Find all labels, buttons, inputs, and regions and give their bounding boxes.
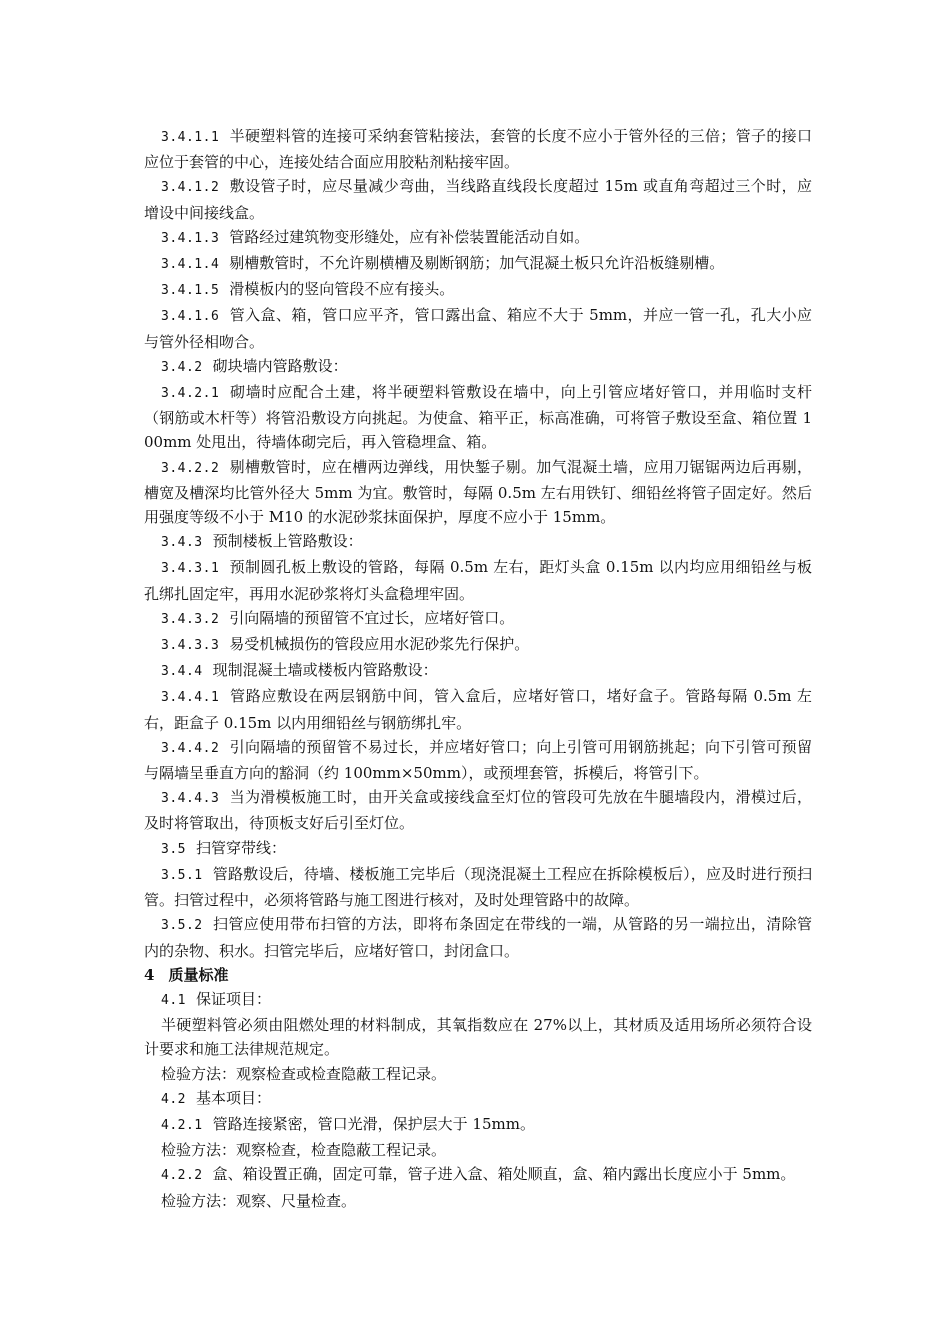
paragraph-text: 当为滑模板施工时，由开关盒或接线盒至灯位的管段可先放在牛腿墙段内，滑模过后，及时将管取出，待顶板支好后引至灯位。 bbox=[144, 788, 812, 833]
document-paragraph bbox=[144, 987, 812, 1013]
paragraph-text: 管路敷设后，待墙、楼板施工完毕后（现浇混凝土工程应在拆除模板后），应及时进行预扫管。扫管过程中，必须将管路与施工图进行核对，及时处理管路中的故障。 bbox=[144, 864, 812, 910]
document-paragraph bbox=[144, 1162, 812, 1188]
clause-number: 3.4.3.2 bbox=[161, 611, 220, 627]
paragraph-text: 管路经过建筑物变形缝处，应有补偿装置能活动自如。 bbox=[229, 227, 590, 246]
paragraph-text: 半硬塑料管的连接可采纳套管粘接法，套管的长度不应小于管外径的三倍；管子的接口应位于套管的中心，连接处结合面应用胶粘剂粘接牢固。 bbox=[144, 127, 812, 172]
paragraph-text: 现制混凝土墙或楼板内管路敷设： bbox=[212, 661, 438, 680]
paragraph-text: 半硬塑料管必须由阻燃处理的材料制成，其氧指数应在 27%以上，其材质及适用场所必须符合设计要求和施工法律规范规定。 bbox=[144, 1016, 812, 1059]
document-paragraph bbox=[144, 606, 812, 632]
clause-number: 3.4.2 bbox=[161, 359, 203, 375]
paragraph-text: 检验方法：观察检查或检查隐蔽工程记录。 bbox=[161, 1064, 447, 1083]
paragraph-text: 管路连接紧密，管口光滑，保护层大于 15mm。 bbox=[212, 1114, 535, 1133]
document-paragraph bbox=[144, 632, 812, 658]
document-paragraph bbox=[144, 354, 812, 380]
clause-number: 3.5.1 bbox=[161, 867, 203, 883]
paragraph-text: 检验方法：观察检查，检查隐蔽工程记录。 bbox=[161, 1141, 447, 1160]
paragraph-text: 剔槽敷管时，应在槽两边弹线，用快錾子剔。加气混凝土墙，应用刀锯锯两边后再剔，槽宽及槽深均比管外径大 5mm 为宜。敷管时，每隔 0.5m 左右用铁钉、细铅丝将管子固定好。然后用强度等级不小于 M10 的水泥砂浆抹面保护，厚度不应小于 15mm。 bbox=[144, 457, 812, 527]
document-paragraph bbox=[144, 785, 812, 835]
paragraph-text: 剔槽敷管时，不允许剔横槽及剔断钢筋；加气混凝土板只允许沿板缝剔槽。 bbox=[229, 254, 725, 273]
document-paragraph bbox=[144, 529, 812, 555]
paragraph-text: 引向隔墙的预留管不易过长，并应堵好管口；向上引管可用钢筋挑起；向下引管可预留与隔墙呈垂直方向的豁洞（约 100mm×50mm），或预埋套管，拆模后，将管引下。 bbox=[144, 737, 812, 783]
clause-number: 3.4.1.4 bbox=[161, 257, 220, 273]
clause-number: 3.4.2.1 bbox=[161, 386, 220, 402]
clause-number: 3.5 bbox=[161, 841, 186, 857]
clause-number: 4.1 bbox=[161, 992, 186, 1008]
document-body bbox=[144, 124, 812, 1213]
clause-number: 3.4.1.1 bbox=[161, 130, 220, 145]
document-paragraph bbox=[144, 455, 812, 530]
document-paragraph bbox=[144, 1189, 812, 1213]
document-paragraph bbox=[144, 836, 812, 862]
paragraph-text: 预制圆孔板上敷设的管路，每隔 0.5m 左右，距灯头盒 0.15m 以内均应用细铅丝与板孔绑扎固定牢，再用水泥砂浆将灯头盒稳埋牢固。 bbox=[144, 558, 812, 603]
document-paragraph bbox=[144, 555, 812, 605]
clause-number: 3.5.2 bbox=[161, 918, 203, 934]
clause-number: 3.4.1.5 bbox=[161, 283, 220, 299]
clause-number: 3.4.1.3 bbox=[161, 230, 220, 246]
paragraph-text: 管入盒、箱，管口应平齐，管口露出盒、箱应不大于 5mm，并应一管一孔，孔大小应与管外径相吻合。 bbox=[144, 306, 812, 351]
clause-number: 4.2.2 bbox=[161, 1168, 203, 1184]
document-paragraph bbox=[144, 174, 812, 224]
document-paragraph bbox=[144, 912, 812, 962]
clause-number: 3.4.4 bbox=[161, 664, 203, 680]
document-paragraph bbox=[144, 251, 812, 277]
clause-number: 3.4.3.3 bbox=[161, 638, 220, 654]
document-paragraph bbox=[144, 1013, 812, 1061]
paragraph-text: 基本项目： bbox=[195, 1088, 271, 1107]
document-paragraph bbox=[144, 658, 812, 684]
paragraph-text: 易受机械损伤的管段应用水泥砂浆先行保护。 bbox=[229, 635, 530, 654]
paragraph-text: 盒、箱设置正确，固定可靠，管子进入盒、箱处顺直，盒、箱内露出长度应小于 5mm。 bbox=[212, 1165, 796, 1184]
document-paragraph bbox=[144, 277, 812, 303]
paragraph-text: 质量标准 bbox=[168, 965, 229, 984]
paragraph-text: 滑模板内的竖向管段不应有接头。 bbox=[229, 280, 455, 299]
clause-number: 3.4.1.2 bbox=[161, 180, 220, 196]
document-paragraph bbox=[144, 124, 812, 174]
document-paragraph bbox=[144, 1086, 812, 1112]
document-paragraph bbox=[144, 380, 812, 455]
document-paragraph bbox=[144, 303, 812, 353]
clause-number: 4 bbox=[144, 965, 155, 984]
document-paragraph bbox=[144, 862, 812, 912]
paragraph-text: 预制楼板上管路敷设： bbox=[212, 532, 363, 551]
clause-number: 4.2 bbox=[161, 1091, 186, 1107]
paragraph-text: 砌块墙内管路敷设： bbox=[212, 356, 348, 375]
section-heading bbox=[144, 963, 812, 987]
paragraph-text: 敷设管子时，应尽量减少弯曲，当线路直线段长度超过 15m 或直角弯超过三个时，应增设中间接线盒。 bbox=[144, 177, 812, 222]
clause-number: 3.4.3.1 bbox=[161, 561, 220, 577]
paragraph-text: 保证项目： bbox=[195, 989, 271, 1008]
paragraph-text: 检验方法：观察、尺量检查。 bbox=[161, 1191, 357, 1210]
clause-number: 3.4.3 bbox=[161, 535, 203, 551]
paragraph-text: 砌墙时应配合土建，将半硬塑料管敷设在墙中，向上引管应堵好管口，并用临时支杆（钢筋或木杆等）将管沿敷设方向挑起。为使盒、箱平正，标高准确，可将管子敷设至盒、箱位置 100mm 处甩出，待墙体砌完后，再入管稳埋盒、箱。 bbox=[144, 383, 812, 452]
paragraph-text: 引向隔墙的预留管不宜过长，应堵好管口。 bbox=[229, 608, 515, 627]
document-paragraph bbox=[144, 1112, 812, 1138]
paragraph-text: 管路应敷设在两层钢筋中间，管入盒后，应堵好管口，堵好盒子。管路每隔 0.5m 左右，距盒子 0.15m 以内用细铅丝与钢筋绑扎牢。 bbox=[144, 687, 812, 732]
clause-number: 3.4.1.6 bbox=[161, 309, 220, 325]
document-paragraph bbox=[144, 1062, 812, 1086]
document-paragraph bbox=[144, 684, 812, 734]
clause-number: 3.4.2.2 bbox=[161, 460, 220, 476]
paragraph-text: 扫管应使用带布扫管的方法，即将布条固定在带线的一端，从管路的另一端拉出，清除管内的杂物、积水。扫管完毕后，应堵好管口，封闭盒口。 bbox=[144, 915, 812, 960]
document-paragraph bbox=[144, 225, 812, 251]
document-paragraph bbox=[144, 1138, 812, 1162]
clause-number: 3.4.4.2 bbox=[161, 740, 220, 756]
paragraph-text: 扫管穿带线： bbox=[195, 838, 286, 857]
clause-number: 4.2.1 bbox=[161, 1117, 203, 1133]
clause-number: 3.4.4.3 bbox=[161, 791, 220, 807]
clause-number: 3.4.4.1 bbox=[161, 690, 220, 706]
document-paragraph bbox=[144, 735, 812, 785]
